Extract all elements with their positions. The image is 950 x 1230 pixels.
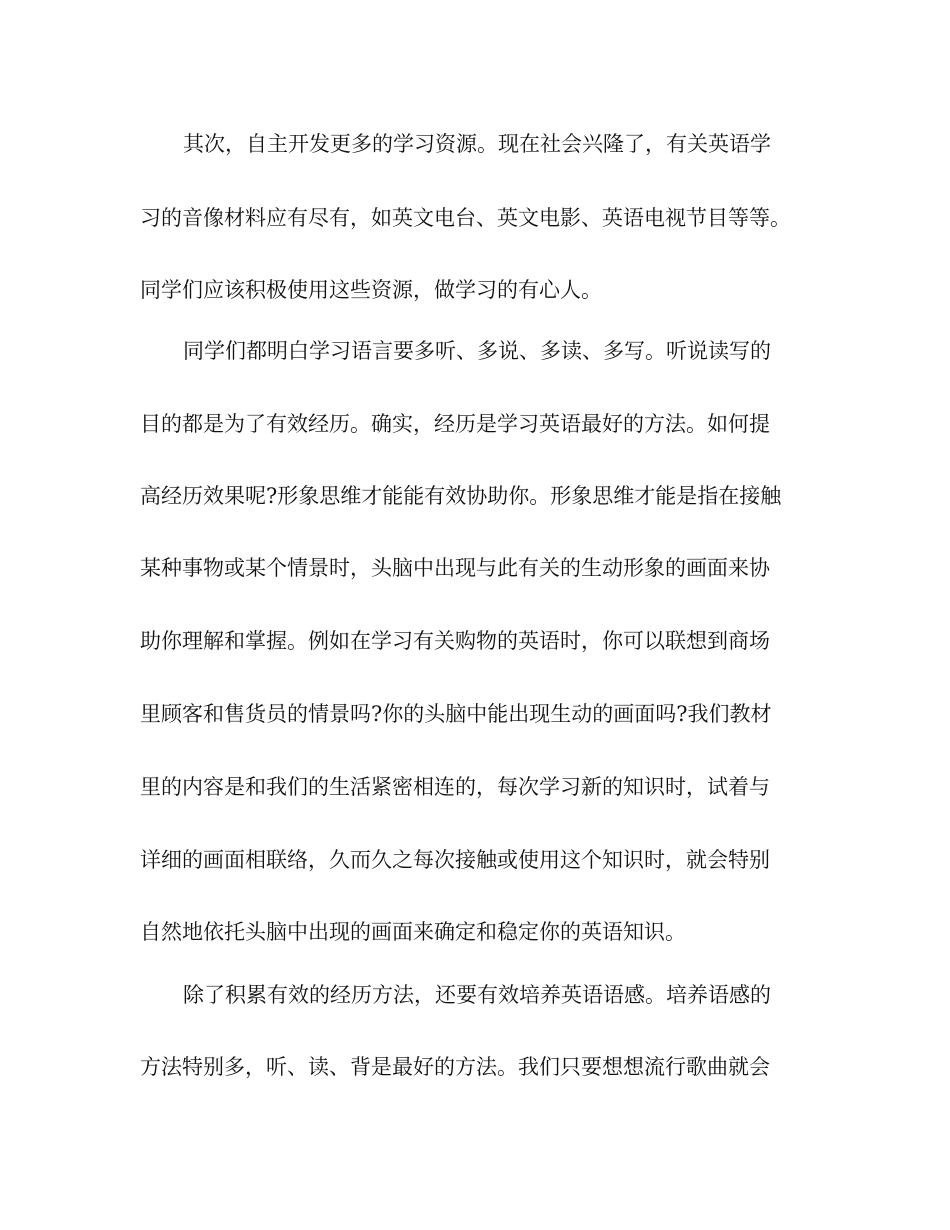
text-line: 同学们应该积极使用这些资源，做学习的有心人。	[140, 278, 602, 302]
text-line: 详细的画面相联络，久而久之每次接触或使用这个知识时，就会特别	[140, 848, 770, 872]
text-line: 里的内容是和我们的生活紧密相连的，每次学习新的知识时，试着与	[140, 775, 770, 799]
text-line: 某种事物或某个情景时，头脑中出现与此有关的生动形象的画面来协	[140, 556, 770, 580]
text-line: 同学们都明白学习语言要多听、多说、多读、多写。听说读写的	[183, 339, 771, 363]
text-line: 助你理解和掌握。例如在学习有关购物的英语时，你可以联想到商场	[140, 629, 770, 653]
text-line: 高经历效果呢?形象思维才能能有效协助你。形象思维才能是指在接触	[140, 484, 782, 508]
text-line: 里顾客和售货员的情景吗?你的头脑中能出现生动的画面吗?我们教材	[140, 702, 772, 726]
text-line: 其次，自主开发更多的学习资源。现在社会兴隆了，有关英语学	[183, 132, 771, 156]
text-line: 方法特别多，听、读、背是最好的方法。我们只要想想流行歌曲就会	[140, 1055, 770, 1079]
text-line: 习的音像材料应有尽有，如英文电台、英文电影、英语电视节目等等。	[140, 206, 791, 230]
text-line: 除了积累有效的经历方法，还要有效培养英语语感。培养语感的	[183, 983, 771, 1007]
text-line: 自然地依托头脑中出现的画面来确定和稳定你的英语知识。	[140, 920, 686, 944]
text-line: 目的都是为了有效经历。确实，经历是学习英语最好的方法。如何提	[140, 412, 770, 436]
